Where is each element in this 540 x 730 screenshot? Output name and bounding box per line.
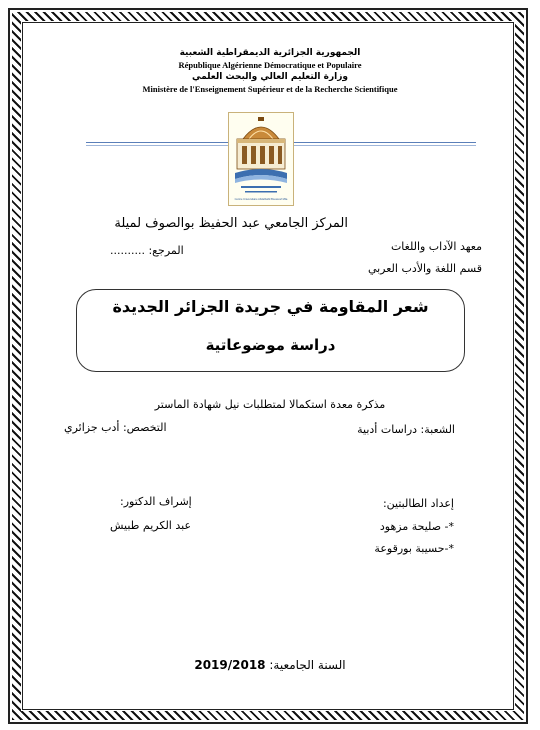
- supervisor-name: عبد الكريم طبيش: [110, 519, 192, 532]
- supervisor-label: إشراف الدكتور:: [120, 495, 192, 508]
- academic-year: [0, 658, 540, 672]
- thesis-subtitle: دراسة موضوعاتية: [205, 336, 336, 354]
- ministry-french: Ministère de l'Enseignement Supérieur et de la Recherche Scientifique: [142, 84, 398, 94]
- department-name: قسم اللغة والأدب العربي: [367, 262, 482, 275]
- ministry-arabic: وزارة التعليم العالي والبحث العلمي: [191, 72, 349, 82]
- academic-year-label: السنة الجامعية:: [269, 658, 346, 672]
- republic-arabic: الجمهورية الجزائرية الديمقراطية الشعبية: [179, 48, 361, 58]
- reference-number: المرجع: ..........: [110, 244, 184, 257]
- republic-french: République Algérienne Démocratique et Populaire: [178, 60, 362, 70]
- institute-name: معهد الآداب واللغات: [390, 240, 482, 253]
- student-name-1: *- صليحة مزهود: [379, 520, 454, 533]
- logo-caption: Centre Universitaire Abdelhafid Boussouf Mila: [234, 198, 288, 202]
- thesis-title: شعر المقاومة في جريدة الجزائر الجديدة: [112, 297, 429, 316]
- university-name: المركز الجامعي عبد الحفيظ بوالصوف لميلة: [114, 216, 348, 231]
- specialty-field: التخصص: أدب جزائري: [64, 421, 167, 434]
- branch-field: الشعبة: دراسات أدبية: [357, 423, 455, 436]
- university-logo: [228, 112, 294, 206]
- academic-year-value: 2019/2018: [194, 658, 266, 672]
- student-name-2: *-حسيبة بورقوعة: [374, 542, 454, 555]
- prepared-by-label: إعداد الطالبتين:: [382, 497, 454, 510]
- memo-statement: مذكرة معدة استكمالا لمتطلبات نيل شهادة الماستر: [154, 398, 386, 411]
- university-building-icon: [229, 113, 293, 205]
